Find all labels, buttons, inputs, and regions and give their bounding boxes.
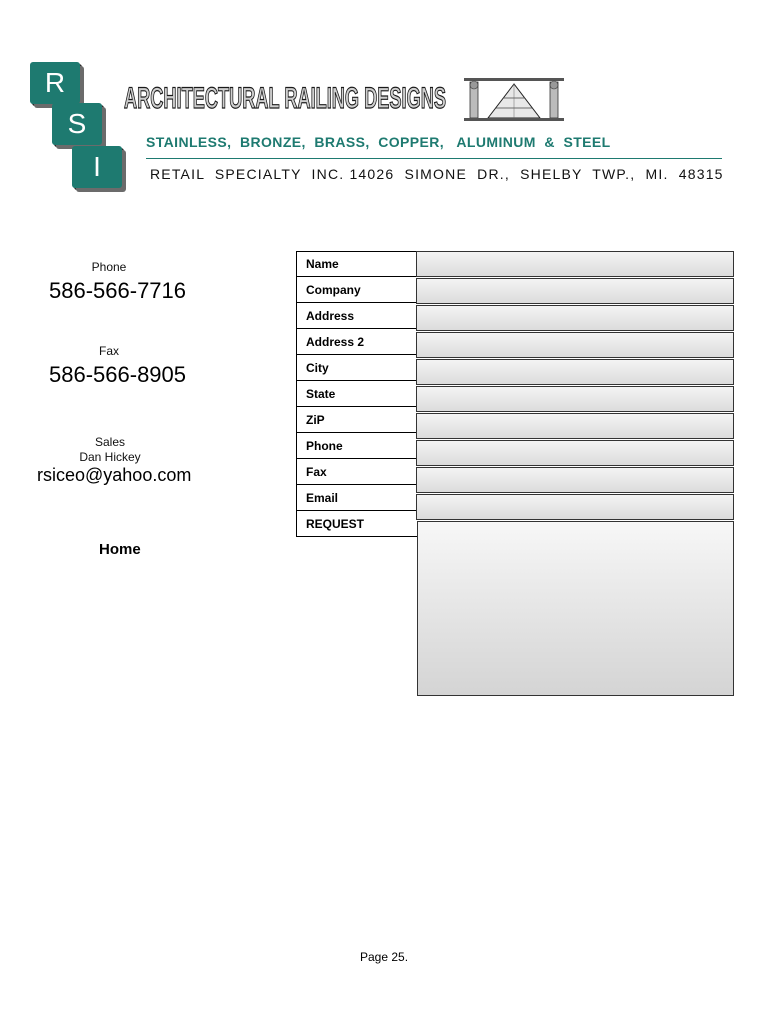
name-field[interactable] xyxy=(416,251,734,277)
banner-title-logo xyxy=(122,70,450,118)
logo-letter-s: S xyxy=(52,103,102,145)
home-link[interactable]: Home xyxy=(99,541,141,558)
form-label-address2: Address 2 xyxy=(296,329,417,355)
phone-field[interactable] xyxy=(416,440,734,466)
form-label-zip: ZiP xyxy=(296,407,417,433)
page-number: Page 25. xyxy=(360,950,409,964)
form-label-state: State xyxy=(296,381,417,407)
logo-letter-r: R xyxy=(30,62,80,104)
email-field[interactable] xyxy=(416,494,734,520)
banner-title-text: ARCHITECTURAL RAILING DESIGNS xyxy=(124,82,446,115)
request-textarea[interactable] xyxy=(417,521,734,696)
form-input-column xyxy=(416,251,734,521)
header-divider xyxy=(146,158,722,159)
pyramid-emblem-icon xyxy=(462,74,566,124)
materials-tagline: STAINLESS, BRONZE, BRASS, COPPER, ALUMINUM & STEEL xyxy=(146,134,611,150)
logo-letter-i: I xyxy=(72,146,122,188)
zip-field[interactable] xyxy=(416,413,734,439)
form-label-email: Email xyxy=(296,485,417,511)
form-label-request: REQUEST xyxy=(296,511,417,537)
company-field[interactable] xyxy=(416,278,734,304)
fax-field[interactable] xyxy=(416,467,734,493)
sales-email-link[interactable]: rsiceo@yahoo.com xyxy=(37,465,192,485)
form-label-name: Name xyxy=(296,251,417,277)
address-field[interactable] xyxy=(416,305,734,331)
sales-contact-name: Dan Hickey xyxy=(79,450,141,464)
sales-label: Sales xyxy=(94,435,126,449)
form-label-fax: Fax xyxy=(296,459,417,485)
form-label-address: Address xyxy=(296,303,417,329)
form-label-phone: Phone xyxy=(296,433,417,459)
address2-field[interactable] xyxy=(416,332,734,358)
company-address: RETAIL SPECIALTY INC. 14026 SIMONE DR., SHELBY TWP., MI. 48315 xyxy=(150,166,724,182)
state-field[interactable] xyxy=(416,386,734,412)
form-label-city: City xyxy=(296,355,417,381)
form-label-company: Company xyxy=(296,277,417,303)
fax-label: Fax xyxy=(98,344,119,358)
phone-number: 586-566-7716 xyxy=(49,278,187,303)
form-label-column xyxy=(296,251,417,537)
phone-label: Phone xyxy=(91,260,127,274)
fax-number: 586-566-8905 xyxy=(49,362,187,387)
city-field[interactable] xyxy=(416,359,734,385)
